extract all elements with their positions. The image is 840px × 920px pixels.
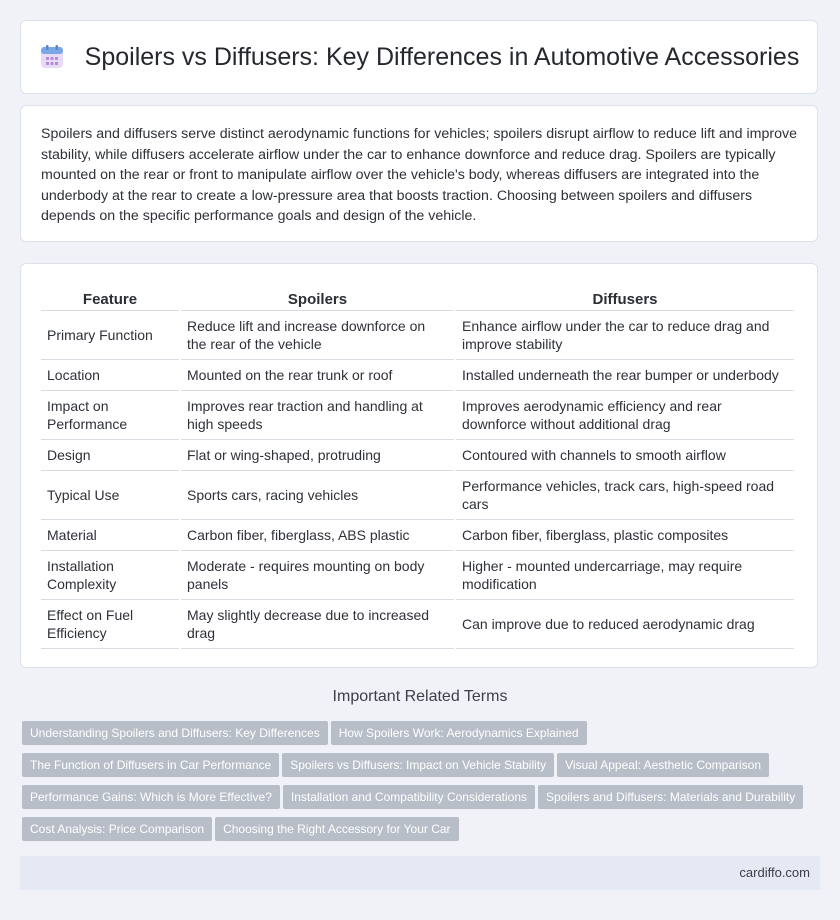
feature-cell: Installation Complexity bbox=[41, 551, 179, 600]
table-row bbox=[41, 600, 794, 649]
calendar-icon bbox=[39, 44, 65, 70]
table-row bbox=[41, 471, 794, 520]
related-term-tag[interactable]: The Function of Diffusers in Car Performance bbox=[22, 753, 279, 777]
header-spoilers: Spoilers bbox=[181, 284, 454, 311]
feature-cell: Typical Use bbox=[41, 471, 179, 520]
header-feature: Feature bbox=[41, 284, 179, 311]
diffusers-cell: Installed underneath the rear bumper or underbody bbox=[456, 360, 794, 391]
table-header-row bbox=[41, 284, 794, 311]
related-term-tag[interactable]: Visual Appeal: Aesthetic Comparison bbox=[557, 753, 769, 777]
related-term-tag[interactable]: Performance Gains: Which is More Effective? bbox=[22, 785, 280, 809]
related-term-tag[interactable]: Spoilers and Diffusers: Materials and Durability bbox=[538, 785, 803, 809]
related-terms-list bbox=[22, 721, 822, 849]
intro-card bbox=[20, 105, 818, 242]
spoilers-cell: Moderate - requires mounting on body panels bbox=[181, 551, 454, 600]
related-term-tag[interactable]: Understanding Spoilers and Diffusers: Key Differences bbox=[22, 721, 328, 745]
table-row bbox=[41, 551, 794, 600]
spoilers-cell: Flat or wing-shaped, protruding bbox=[181, 440, 454, 471]
spoilers-cell: Sports cars, racing vehicles bbox=[181, 471, 454, 520]
footer bbox=[20, 856, 820, 890]
diffusers-cell: Can improve due to reduced aerodynamic drag bbox=[456, 600, 794, 649]
diffusers-cell: Contoured with channels to smooth airflow bbox=[456, 440, 794, 471]
page-header bbox=[20, 20, 818, 94]
comparison-table bbox=[39, 284, 796, 649]
diffusers-cell: Enhance airflow under the car to reduce drag and improve stability bbox=[456, 311, 794, 360]
table-row bbox=[41, 311, 794, 360]
related-term-tag[interactable]: Cost Analysis: Price Comparison bbox=[22, 817, 212, 841]
table-row bbox=[41, 391, 794, 440]
feature-cell: Primary Function bbox=[41, 311, 179, 360]
diffusers-cell: Higher - mounted undercarriage, may require modification bbox=[456, 551, 794, 600]
table-row bbox=[41, 520, 794, 551]
related-terms-title: Important Related Terms bbox=[332, 688, 508, 705]
spoilers-cell: Carbon fiber, fiberglass, ABS plastic bbox=[181, 520, 454, 551]
related-term-tag[interactable]: Installation and Compatibility Considerations bbox=[283, 785, 535, 809]
table-row bbox=[41, 360, 794, 391]
feature-cell: Location bbox=[41, 360, 179, 391]
spoilers-cell: Improves rear traction and handling at high speeds bbox=[181, 391, 454, 440]
related-term-tag[interactable]: Spoilers vs Diffusers: Impact on Vehicle Stability bbox=[282, 753, 554, 777]
spoilers-cell: Mounted on the rear trunk or roof bbox=[181, 360, 454, 391]
feature-cell: Material bbox=[41, 520, 179, 551]
header-diffusers: Diffusers bbox=[456, 284, 794, 311]
feature-cell: Impact on Performance bbox=[41, 391, 179, 440]
intro-paragraph: Spoilers and diffusers serve distinct aerodynamic functions for vehicles; spoilers disrupt airflow to reduce lift and improve stability, while diffusers accelerate airflow under the car to enhance downforce and reduce drag. Spoilers are typically mounted on the rear or front to manipulate airflow over the vehicle's body, whereas diffusers are integrated into the underbody at the rear to create a low-pressure area that boosts traction. Choosing between spoilers and diffusers depends on the specific performance goals and design of the vehicle. bbox=[41, 126, 797, 224]
comparison-card bbox=[20, 263, 818, 668]
table-row bbox=[41, 440, 794, 471]
diffusers-cell: Improves aerodynamic efficiency and rear downforce without additional drag bbox=[456, 391, 794, 440]
spoilers-cell: May slightly decrease due to increased drag bbox=[181, 600, 454, 649]
footer-site-link[interactable]: cardiffo.com bbox=[739, 865, 810, 880]
feature-cell: Design bbox=[41, 440, 179, 471]
feature-cell: Effect on Fuel Efficiency bbox=[41, 600, 179, 649]
diffusers-cell: Performance vehicles, track cars, high-speed road cars bbox=[456, 471, 794, 520]
spoilers-cell: Reduce lift and increase downforce on the rear of the vehicle bbox=[181, 311, 454, 360]
related-term-tag[interactable]: How Spoilers Work: Aerodynamics Explained bbox=[331, 721, 587, 745]
related-term-tag[interactable]: Choosing the Right Accessory for Your Car bbox=[215, 817, 458, 841]
diffusers-cell: Carbon fiber, fiberglass, plastic composites bbox=[456, 520, 794, 551]
page-title: Spoilers vs Diffusers: Key Differences in Automotive Accessories bbox=[84, 42, 800, 71]
